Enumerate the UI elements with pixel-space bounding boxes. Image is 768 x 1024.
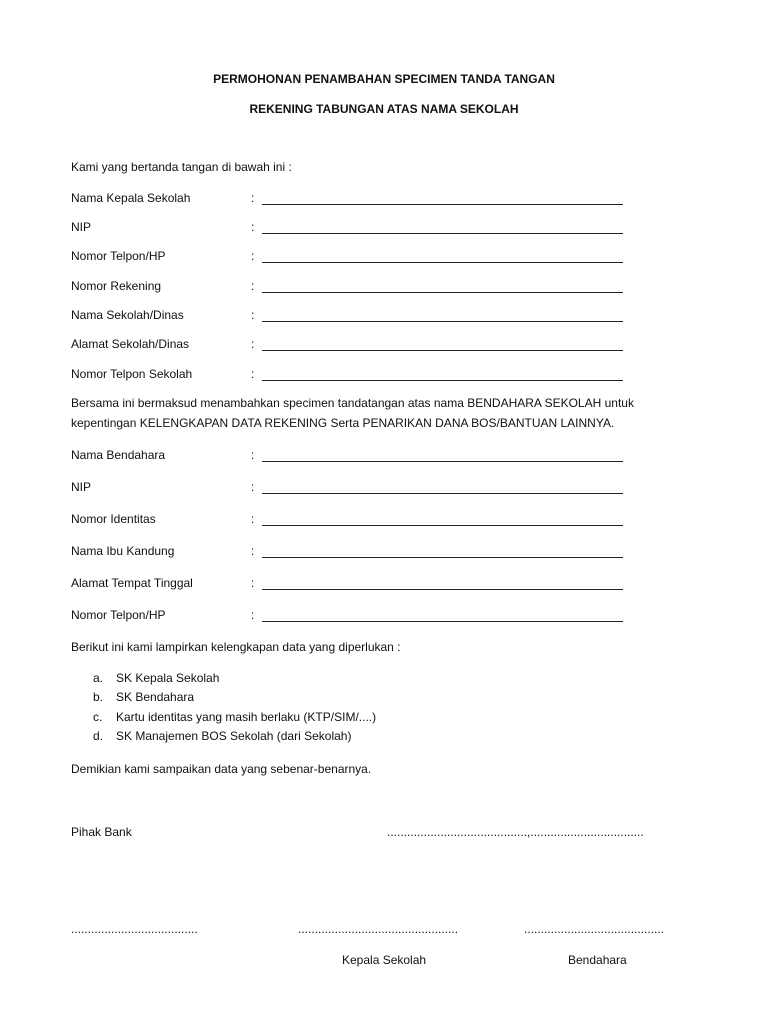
- pihak-bank-label: Pihak Bank: [71, 825, 132, 839]
- attachment-item: SK Manajemen BOS Sekolah (dari Sekolah): [116, 729, 352, 743]
- field-colon: :: [251, 191, 255, 205]
- attachment-item: Kartu identitas yang masih berlaku (KTP/SIM/....): [116, 710, 377, 724]
- field-blank-line[interactable]: [262, 525, 623, 526]
- intro-text: Kami yang bertanda tangan di bawah ini :: [71, 160, 292, 174]
- field-label-nomor-identitas: Nomor Identitas: [71, 512, 156, 526]
- field-label-nama-sekolah-dinas: Nama Sekolah/Dinas: [71, 308, 184, 322]
- field-label-alamat-sekolah-dinas: Alamat Sekolah/Dinas: [71, 337, 190, 351]
- field-blank-line[interactable]: [262, 461, 623, 462]
- field-colon: :: [251, 220, 255, 234]
- signer-kepala-sekolah: Kepala Sekolah: [342, 953, 427, 967]
- attachment-marker: d.: [93, 729, 104, 743]
- field-colon: :: [251, 249, 255, 263]
- place-date-dots: ..........................................,..................................: [387, 825, 644, 839]
- field-label-nama-ibu-kandung: Nama Ibu Kandung: [71, 544, 175, 558]
- field-label-nama-bendahara: Nama Bendahara: [71, 448, 166, 462]
- field-label-nama-kepala-sekolah: Nama Kepala Sekolah: [71, 191, 191, 205]
- field-blank-line[interactable]: [262, 350, 623, 351]
- field-label-nomor-rekening: Nomor Rekening: [71, 279, 162, 293]
- field-blank-line[interactable]: [262, 204, 623, 205]
- field-blank-line[interactable]: [262, 380, 623, 381]
- paragraph-line-2: kepentingan KELENGKAPAN DATA REKENING Serta PENARIKAN DANA BOS/BANTUAN LAINNYA.: [71, 416, 615, 430]
- field-label-nip: NIP: [71, 220, 92, 234]
- attachment-item: SK Kepala Sekolah: [116, 671, 220, 685]
- signer-bendahara: Bendahara: [568, 953, 627, 967]
- signature-line-bendahara: ..........................................: [524, 922, 665, 936]
- field-blank-line[interactable]: [262, 557, 623, 558]
- field-blank-line[interactable]: [262, 233, 623, 234]
- field-label-nomor-telpon-hp: Nomor Telpon/HP: [71, 249, 166, 263]
- field-blank-line[interactable]: [262, 589, 623, 590]
- attachment-marker: b.: [93, 690, 104, 704]
- field-blank-line[interactable]: [262, 262, 623, 263]
- field-blank-line[interactable]: [262, 292, 623, 293]
- field-colon: :: [251, 512, 255, 526]
- signature-line-bank: ......................................: [71, 922, 198, 936]
- attachment-marker: c.: [93, 710, 103, 724]
- field-colon: :: [251, 480, 255, 494]
- field-blank-line[interactable]: [262, 321, 623, 322]
- field-colon: :: [251, 367, 255, 381]
- field-colon: :: [251, 448, 255, 462]
- attachments-intro: Berikut ini kami lampirkan kelengkapan data yang diperlukan :: [71, 640, 401, 654]
- field-colon: :: [251, 308, 255, 322]
- attachment-marker: a.: [93, 671, 104, 685]
- document-title-line-1: PERMOHONAN PENAMBAHAN SPECIMEN TANDA TANGAN: [213, 72, 555, 86]
- field-blank-line[interactable]: [262, 621, 623, 622]
- paragraph-line-1: Bersama ini bermaksud menambahkan specimen tandatangan atas nama BENDAHARA SEKOLAH untuk: [71, 396, 634, 410]
- field-colon: :: [251, 337, 255, 351]
- field-colon: :: [251, 576, 255, 590]
- field-label-nip-bendahara: NIP: [71, 480, 92, 494]
- field-label-alamat-tempat-tinggal: Alamat Tempat Tinggal: [71, 576, 193, 590]
- field-blank-line[interactable]: [262, 493, 623, 494]
- document-title-line-2: REKENING TABUNGAN ATAS NAMA SEKOLAH: [249, 102, 519, 116]
- field-label-nomor-telpon-sekolah: Nomor Telpon Sekolah: [71, 367, 193, 381]
- field-colon: :: [251, 544, 255, 558]
- field-colon: :: [251, 608, 255, 622]
- field-label-nomor-telpon-hp-bendahara: Nomor Telpon/HP: [71, 608, 166, 622]
- closing-text: Demikian kami sampaikan data yang sebenar-benarnya.: [71, 762, 372, 776]
- attachment-item: SK Bendahara: [116, 690, 195, 704]
- field-colon: :: [251, 279, 255, 293]
- signature-line-kepala-sekolah: ................................................: [298, 922, 459, 936]
